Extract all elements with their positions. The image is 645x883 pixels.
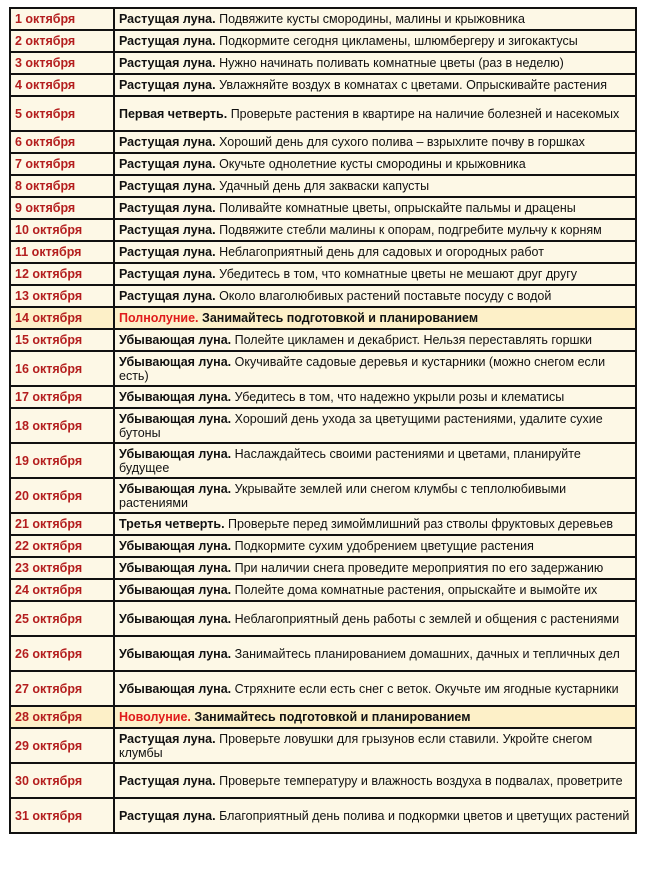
advice-text: Хороший день ухода за цветущими растениями, удалите сухие бутоны <box>119 411 603 440</box>
row-description <box>115 602 635 635</box>
row-date: 18 октября <box>11 409 113 442</box>
row-date: 17 октября <box>11 387 113 407</box>
advice-text: Наслаждайтесь своими растениями и цветами, планируйте будущее <box>119 446 581 475</box>
row-date: 1 октября <box>11 9 113 29</box>
row-date: 29 октября <box>11 729 113 762</box>
moon-phase-label: Растущая луна. <box>119 731 216 746</box>
moon-phase-label: Растущая луна. <box>119 223 216 237</box>
advice-text: Хороший день для сухого полива – взрыхлите почву в горшках <box>219 135 585 149</box>
moon-phase-label: Убывающая луна. <box>119 539 232 553</box>
row-date: 21 октября <box>11 514 113 534</box>
advice-text: Благоприятный день полива и подкормки цветов и цветущих растений <box>219 808 630 823</box>
row-description <box>115 154 635 174</box>
calendar-row <box>11 637 635 670</box>
moon-phase-label: Убывающая луна. <box>119 611 232 626</box>
row-date: 26 октября <box>11 637 113 670</box>
advice-text: Занимайтесь планированием домашних, дачных и тепличных дел <box>234 646 620 661</box>
moon-phase-label: Растущая луна. <box>119 267 216 281</box>
calendar-row <box>11 387 635 407</box>
row-date: 4 октября <box>11 75 113 95</box>
row-description <box>115 558 635 578</box>
advice-text: Увлажняйте воздух в комнатах с цветами. Опрыскивайте растения <box>219 78 607 92</box>
row-description <box>115 409 635 442</box>
moon-phase-label: Убывающая луна. <box>119 390 232 404</box>
row-date: 11 октября <box>11 242 113 262</box>
calendar-row <box>11 154 635 174</box>
row-description <box>115 580 635 600</box>
row-date: 15 октября <box>11 330 113 350</box>
calendar-row <box>11 9 635 29</box>
row-description <box>115 308 635 328</box>
moon-phase-label: Убывающая луна. <box>119 446 232 461</box>
row-date: 28 октября <box>11 707 113 727</box>
moon-phase-label: Третья четверть. <box>119 517 225 531</box>
moon-phase-label: Растущая луна. <box>119 201 216 215</box>
moon-phase-label: Растущая луна. <box>119 135 216 149</box>
row-date: 24 октября <box>11 580 113 600</box>
calendar-row <box>11 176 635 196</box>
row-date: 9 октября <box>11 198 113 218</box>
row-description <box>115 799 635 832</box>
advice-text: Окучивайте садовые деревья и кустарники (можно снегом если есть) <box>119 354 606 383</box>
calendar-row <box>11 580 635 600</box>
calendar-row <box>11 242 635 262</box>
calendar-row <box>11 799 635 832</box>
advice-text: Полейте цикламен и декабрист. Нельзя переставлять горшки <box>234 333 593 347</box>
lunar-calendar-table <box>9 7 637 834</box>
moon-phase-label: Убывающая луна. <box>119 481 232 496</box>
calendar-body <box>11 9 635 832</box>
row-description <box>115 330 635 350</box>
calendar-row <box>11 308 635 328</box>
row-date: 30 октября <box>11 764 113 797</box>
advice-text: Окучьте однолетние кусты смородины и крыжовника <box>219 157 526 171</box>
calendar-row <box>11 286 635 306</box>
row-description <box>115 220 635 240</box>
advice-text: Поливайте комнатные цветы, опрыскайте пальмы и драцены <box>219 201 576 215</box>
row-description <box>115 242 635 262</box>
row-date: 25 октября <box>11 602 113 635</box>
calendar-row <box>11 729 635 762</box>
row-date: 5 октября <box>11 97 113 130</box>
row-date: 12 октября <box>11 264 113 284</box>
calendar-row <box>11 352 635 385</box>
calendar-row <box>11 672 635 705</box>
advice-text: Стряхните если есть снег с веток. Окучьте им ягодные кустарники <box>234 681 619 696</box>
row-description <box>115 53 635 73</box>
moon-phase-label: Растущая луна. <box>119 179 216 193</box>
row-date: 8 октября <box>11 176 113 196</box>
moon-phase-label: Убывающая луна. <box>119 411 232 426</box>
row-description <box>115 672 635 705</box>
row-description <box>115 97 635 130</box>
row-description <box>115 9 635 29</box>
moon-phase-label: Растущая луна. <box>119 34 216 48</box>
row-date: 27 октября <box>11 672 113 705</box>
moon-phase-label: Убывающая луна. <box>119 561 232 575</box>
calendar-row <box>11 558 635 578</box>
moon-phase-label: Растущая луна. <box>119 773 216 788</box>
moon-phase-label: Убывающая луна. <box>119 646 232 661</box>
row-description <box>115 198 635 218</box>
moon-phase-label: Первая четверть. <box>119 106 228 121</box>
row-description <box>115 729 635 762</box>
advice-text: Проверьте растения в квартире на наличие болезней и насекомых <box>230 106 620 121</box>
advice-text: Подвяжите стебли малины к опорам, подгребите мульчу к корням <box>219 223 602 237</box>
row-date: 14 октября <box>11 308 113 328</box>
moon-phase-label: Полнолуние. <box>119 311 199 325</box>
advice-text: Подкормите сухим удобрением цветущие растения <box>234 539 534 553</box>
calendar-row <box>11 330 635 350</box>
advice-text: Неблагоприятный день работы с землей и общения с растениями <box>234 611 620 626</box>
row-description <box>115 176 635 196</box>
calendar-row <box>11 220 635 240</box>
calendar-row <box>11 97 635 130</box>
row-description <box>115 75 635 95</box>
row-date: 10 октября <box>11 220 113 240</box>
moon-phase-label: Растущая луна. <box>119 78 216 92</box>
calendar-row <box>11 132 635 152</box>
row-description <box>115 764 635 797</box>
advice-text: Убедитесь в том, что комнатные цветы не мешают друг другу <box>219 267 578 281</box>
calendar-row <box>11 409 635 442</box>
row-description <box>115 264 635 284</box>
moon-phase-label: Растущая луна. <box>119 808 216 823</box>
moon-phase-label: Растущая луна. <box>119 56 216 70</box>
row-description <box>115 479 635 512</box>
advice-text: Укрывайте землей или снегом клумбы с теплолюбивыми растениями <box>119 481 567 510</box>
row-date: 20 октября <box>11 479 113 512</box>
moon-phase-label: Убывающая луна. <box>119 333 232 347</box>
row-date: 19 октября <box>11 444 113 477</box>
advice-text: Занимайтесь подготовкой и планированием <box>202 311 479 325</box>
advice-text: При наличии снега проведите мероприятия по его задержанию <box>234 561 604 575</box>
advice-text: Занимайтесь подготовкой и планированием <box>194 710 471 724</box>
calendar-row <box>11 264 635 284</box>
calendar-row <box>11 75 635 95</box>
calendar-row <box>11 444 635 477</box>
advice-text: Убедитесь в том, что надежно укрыли розы и клематисы <box>234 390 565 404</box>
row-date: 6 октября <box>11 132 113 152</box>
row-date: 7 октября <box>11 154 113 174</box>
calendar-row <box>11 514 635 534</box>
row-description <box>115 31 635 51</box>
row-description <box>115 637 635 670</box>
calendar-row <box>11 764 635 797</box>
row-description <box>115 707 635 727</box>
row-description <box>115 387 635 407</box>
row-description <box>115 352 635 385</box>
moon-phase-label: Новолуние. <box>119 710 191 724</box>
row-description <box>115 132 635 152</box>
calendar-row <box>11 602 635 635</box>
row-date: 31 октября <box>11 799 113 832</box>
advice-text: Нужно начинать поливать комнатные цветы (раз в неделю) <box>219 56 564 70</box>
calendar-row <box>11 479 635 512</box>
moon-phase-label: Убывающая луна. <box>119 354 232 369</box>
moon-phase-label: Растущая луна. <box>119 12 216 26</box>
calendar-row <box>11 198 635 218</box>
advice-text: Подвяжите кусты смородины, малины и крыжовника <box>219 12 525 26</box>
advice-text: Подкормите сегодня цикламены, шлюмбергеру и зигокактусы <box>219 34 578 48</box>
moon-phase-label: Убывающая луна. <box>119 681 232 696</box>
advice-text: Проверьте перед зимоймлишний раз стволы фруктовых деревьев <box>228 517 614 531</box>
advice-text: Около влаголюбивых растений поставьте посуду с водой <box>219 289 552 303</box>
row-date: 22 октября <box>11 536 113 556</box>
advice-text: Неблагоприятный день для садовых и огородных работ <box>219 245 544 259</box>
advice-text: Проверьте ловушки для грызунов если ставили. Укройте снегом клумбы <box>119 731 593 760</box>
advice-text: Полейте дома комнатные растения, опрыскайте и вымойте их <box>234 583 598 597</box>
row-date: 3 октября <box>11 53 113 73</box>
advice-text: Проверьте температуру и влажность воздуха в подвалах, проветрите <box>219 773 623 788</box>
moon-phase-label: Растущая луна. <box>119 157 216 171</box>
calendar-row <box>11 31 635 51</box>
row-date: 23 октября <box>11 558 113 578</box>
calendar-row <box>11 536 635 556</box>
row-description <box>115 286 635 306</box>
calendar-container <box>9 7 637 834</box>
calendar-row <box>11 53 635 73</box>
row-description <box>115 514 635 534</box>
advice-text: Удачный день для закваски капусты <box>219 179 430 193</box>
row-date: 16 октября <box>11 352 113 385</box>
moon-phase-label: Растущая луна. <box>119 245 216 259</box>
row-description <box>115 536 635 556</box>
row-date: 13 октября <box>11 286 113 306</box>
calendar-row <box>11 707 635 727</box>
moon-phase-label: Убывающая луна. <box>119 583 232 597</box>
row-description <box>115 444 635 477</box>
moon-phase-label: Растущая луна. <box>119 289 216 303</box>
row-date: 2 октября <box>11 31 113 51</box>
